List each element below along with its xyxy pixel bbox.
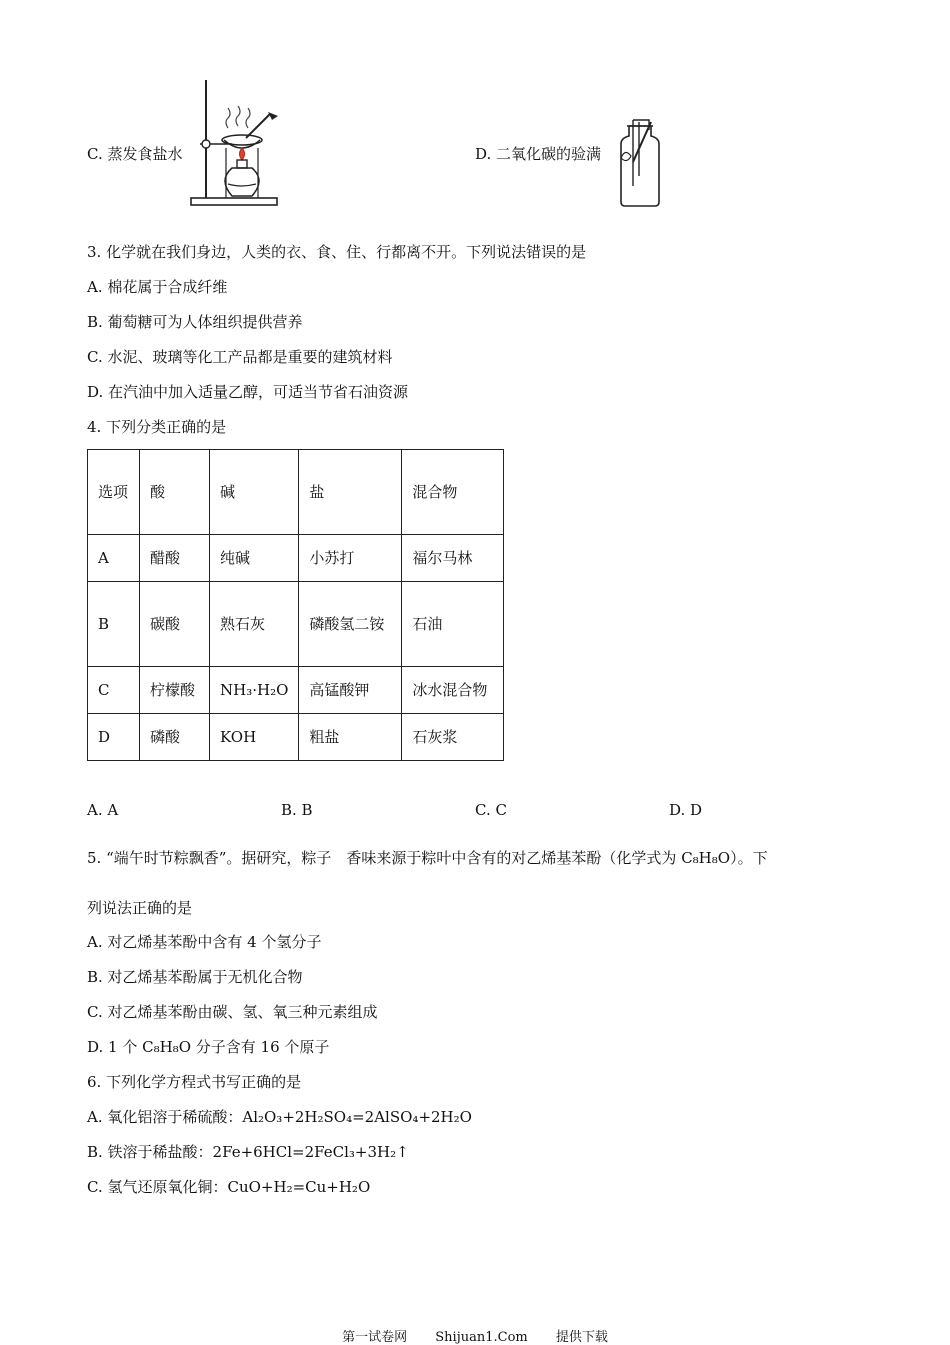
table-cell: 磷酸氢二铵: [299, 582, 402, 667]
q4-choice-b: B. B: [281, 801, 313, 819]
q2-option-c: C. 蒸发食盐水: [87, 145, 183, 163]
table-cell: KOH: [210, 714, 299, 761]
table-header-cell: 混合物: [402, 450, 504, 535]
q3-stem: 3. 化学就在我们身边，人类的衣、食、住、行都离不开。下列说法错误的是: [87, 243, 587, 261]
table-cell: NH₃·H₂O: [210, 667, 299, 714]
q5-stem-line2: 列说法正确的是: [87, 899, 193, 917]
q4-choice-c: C. C: [475, 801, 507, 819]
q5-option-d: D. 1 个 C₈H₈O 分子含有 16 个原子: [87, 1038, 330, 1056]
table-cell: 石灰浆: [402, 714, 504, 761]
table-cell: 纯碱: [210, 535, 299, 582]
footer-domain[interactable]: Shijuan1.Com: [435, 1330, 528, 1345]
table-row: [88, 714, 504, 761]
table-cell: 磷酸: [140, 714, 210, 761]
footer-action: 提供下载: [555, 1330, 608, 1345]
q3-option-c: C. 水泥、玻璃等化工产品都是重要的建筑材料: [87, 348, 393, 366]
q6-option-a: A. 氧化铝溶于稀硫酸：Al₂O₃+2H₂SO₄=2AlSO₄+2H₂O: [87, 1108, 472, 1126]
table-cell: B: [88, 582, 140, 667]
page-footer: [0, 1326, 950, 1345]
table-cell: 醋酸: [140, 535, 210, 582]
q4-stem: 4. 下列分类正确的是: [87, 418, 227, 436]
table-header-cell: 碱: [210, 450, 299, 535]
table-cell: 福尔马林: [402, 535, 504, 582]
q4-choice-d: D. D: [669, 801, 703, 819]
table-header-cell: 盐: [299, 450, 402, 535]
table-cell: 粗盐: [299, 714, 402, 761]
q3-option-d: D. 在汽油中加入适量乙醇，可适当节省石油资源: [87, 383, 409, 401]
q6-stem: 6. 下列化学方程式书写正确的是: [87, 1073, 302, 1091]
table-row: [88, 535, 504, 582]
q3-option-a: A. 棉花属于合成纤维: [87, 278, 228, 296]
q5-option-b: B. 对乙烯基苯酚属于无机化合物: [87, 968, 303, 986]
table-header-row: [88, 450, 504, 535]
q2-option-d: D. 二氧化碳的验满: [475, 145, 602, 163]
classification-table: [87, 449, 504, 761]
table-cell: D: [88, 714, 140, 761]
table-cell: 碳酸: [140, 582, 210, 667]
table-cell: A: [88, 535, 140, 582]
table-cell: 小苏打: [299, 535, 402, 582]
q6-option-b: B. 铁溶于稀盐酸：2Fe+6HCl=2FeCl₃+3H₂↑: [87, 1143, 409, 1161]
table-cell: 高锰酸钾: [299, 667, 402, 714]
table-cell: 熟石灰: [210, 582, 299, 667]
q5-option-c: C. 对乙烯基苯酚由碳、氢、氧三种元素组成: [87, 1003, 378, 1021]
table-cell: 柠檬酸: [140, 667, 210, 714]
table-cell: 冰水混合物: [402, 667, 504, 714]
table-row: [88, 667, 504, 714]
q3-option-b: B. 葡萄糖可为人体组织提供营养: [87, 313, 303, 331]
q4-choice-a: A. A: [87, 801, 119, 819]
table-header-cell: 选项: [88, 450, 140, 535]
q5-option-a: A. 对乙烯基苯酚中含有 4 个氢分子: [87, 933, 322, 951]
table-row: [88, 582, 504, 667]
table-header-cell: 酸: [140, 450, 210, 535]
table-cell: 石油: [402, 582, 504, 667]
footer-site: 第一试卷网: [342, 1330, 408, 1345]
q5-stem-line1: 5. “端午时节粽飘香”。据研究，粽子 香味来源于粽叶中含有的对乙烯基苯酚（化学式为 C₈H₈O）。下: [87, 849, 768, 867]
table-cell: C: [88, 667, 140, 714]
evaporation-apparatus-figure: [186, 76, 282, 208]
gas-bottle-figure: [611, 116, 665, 210]
q6-option-c: C. 氢气还原氧化铜：CuO+H₂=Cu+H₂O: [87, 1178, 371, 1196]
